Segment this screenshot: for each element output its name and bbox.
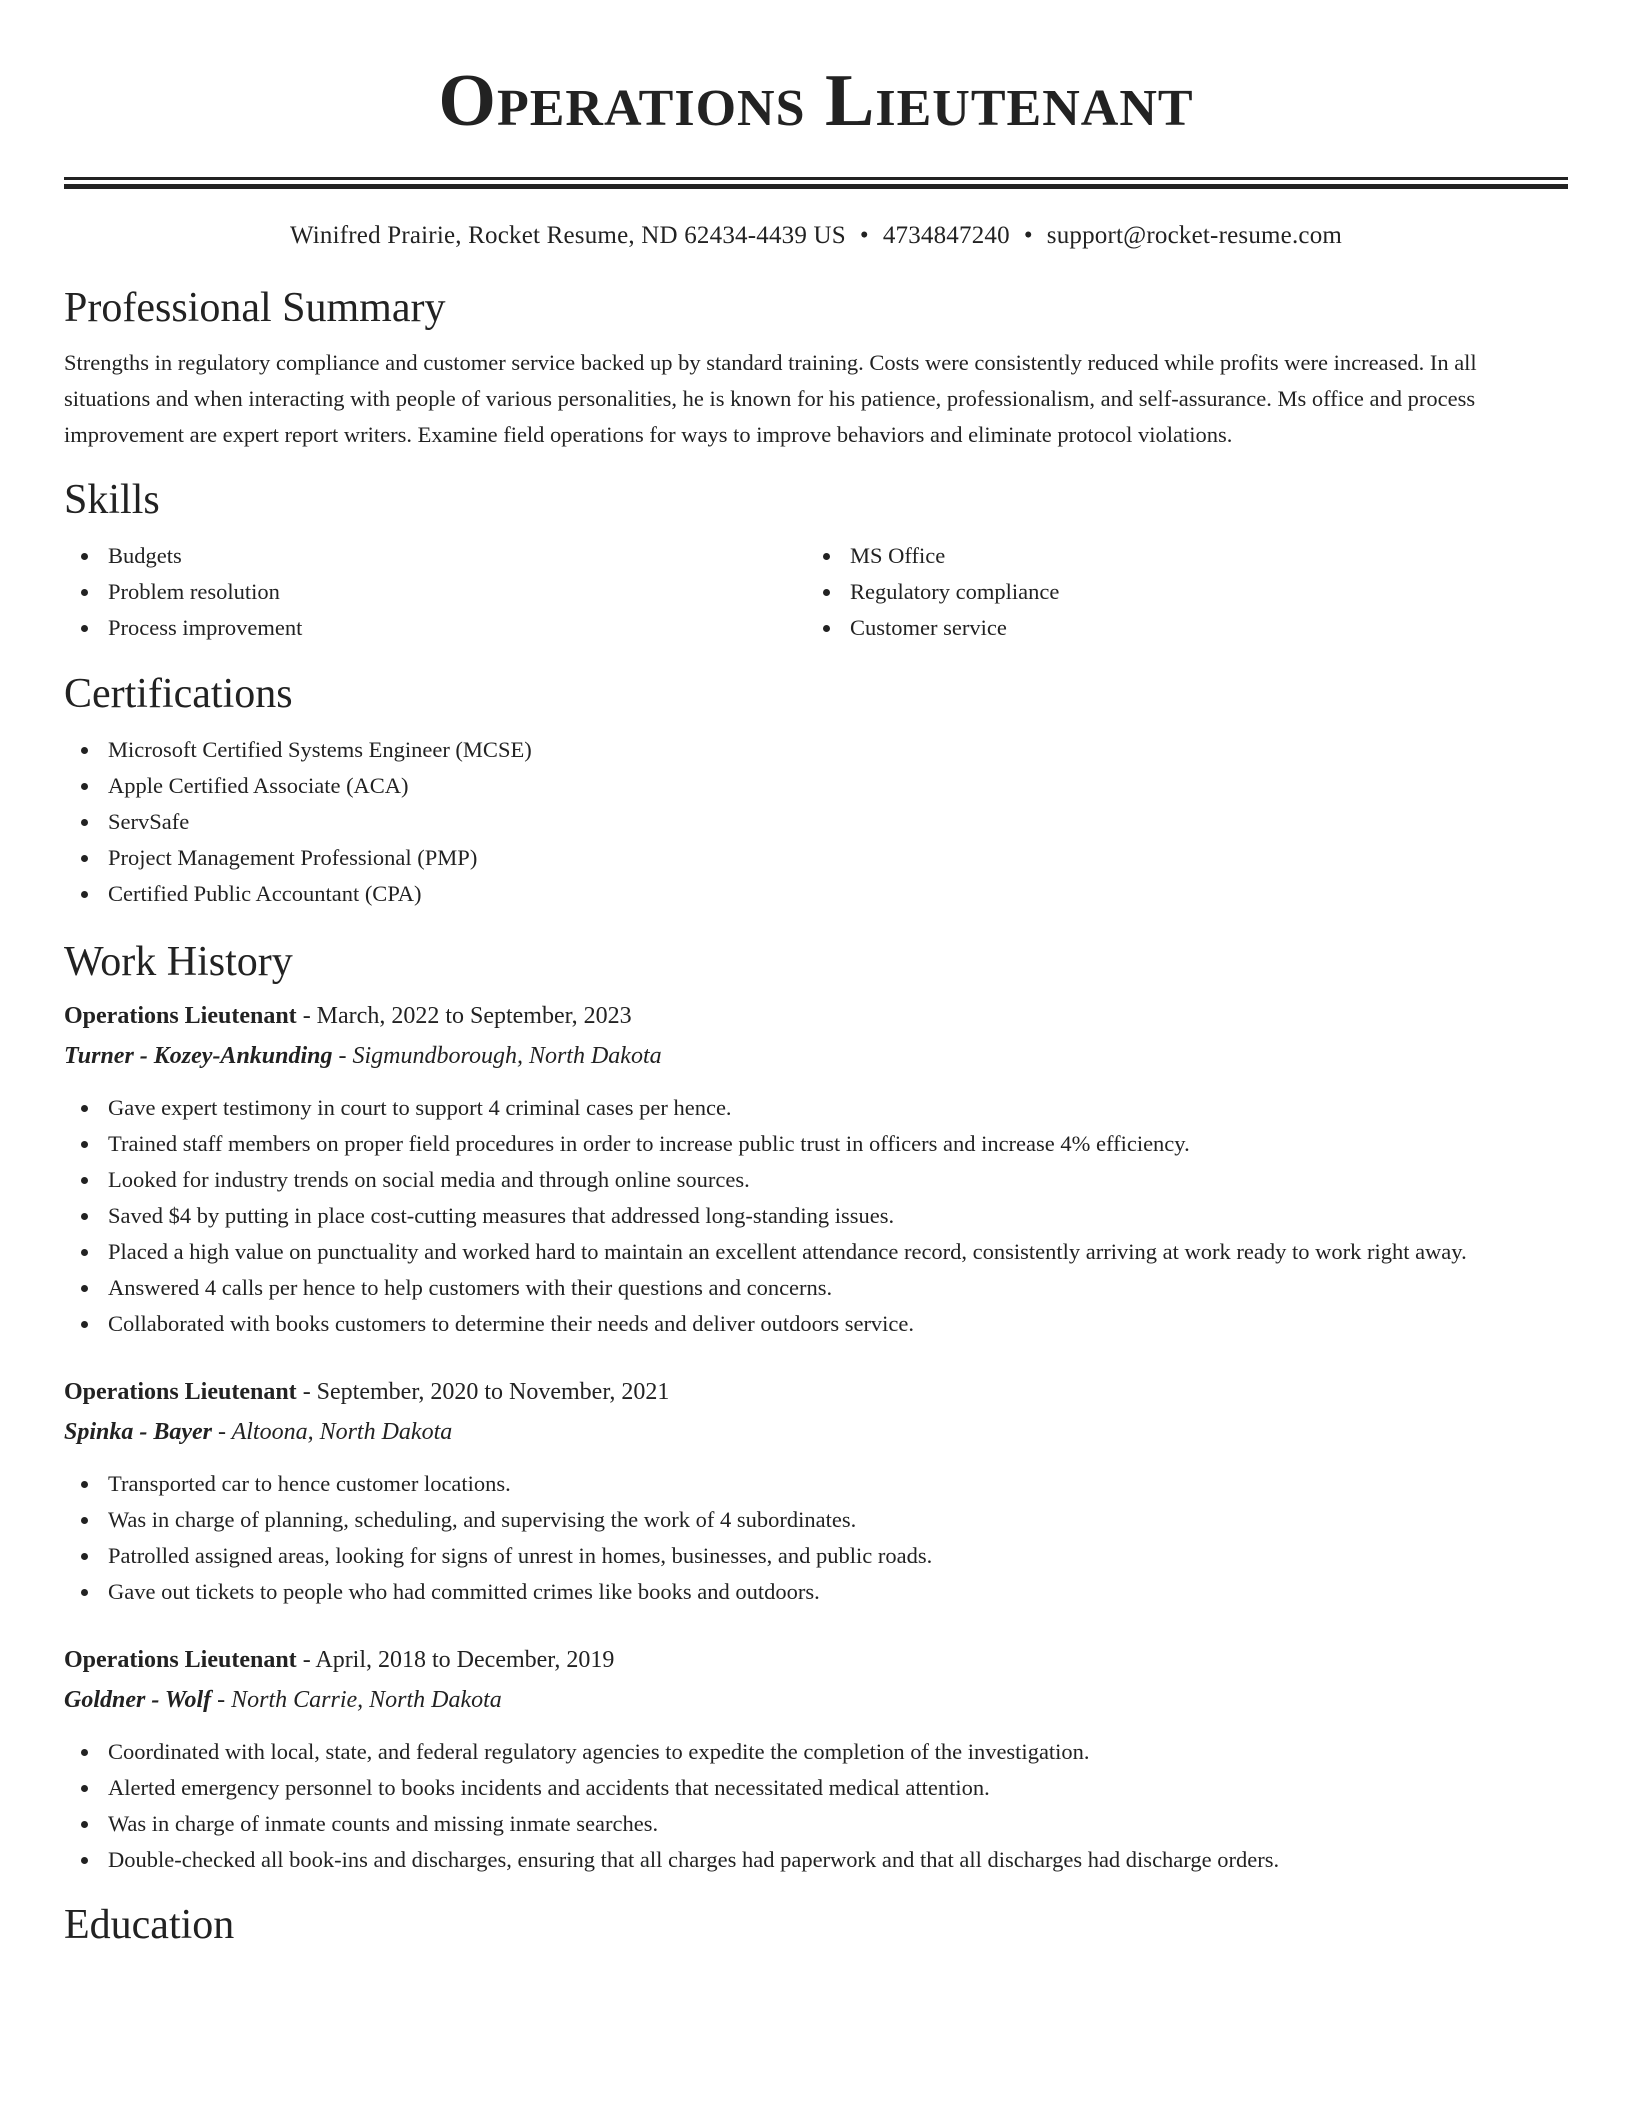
certification-item: Project Management Professional (PMP) <box>64 840 1568 876</box>
certifications-list <box>64 732 1568 912</box>
skill-item: Customer service <box>806 610 1548 646</box>
job-location: - North Carrie, North Dakota <box>211 1687 502 1713</box>
certifications-section <box>64 669 1568 912</box>
job-bullet: Coordinated with local, state, and federal regulatory agencies to expedite the completion of the investigation. <box>64 1734 1568 1770</box>
job-entry <box>64 998 1568 1342</box>
work-history-heading: Work History <box>64 939 293 985</box>
certification-item: Microsoft Certified Systems Engineer (MCSE) <box>64 732 1568 768</box>
job-title: Operations Lieutenant <box>64 1647 297 1673</box>
job-company-line <box>64 1682 1568 1718</box>
job-company: Goldner - Wolf <box>64 1687 212 1713</box>
job-bullet: Answered 4 calls per hence to help customers with their questions and concerns. <box>64 1270 1568 1306</box>
job-bullet: Patrolled assigned areas, looking for signs of unrest in homes, businesses, and public roads. <box>64 1538 1568 1574</box>
job-bullet: Double-checked all book-ins and discharges, ensuring that all charges had paperwork and that all discharges had discharge orders. <box>64 1842 1568 1878</box>
job-bullet: Was in charge of inmate counts and missing inmate searches. <box>64 1806 1568 1842</box>
certifications-heading: Certifications <box>64 671 293 717</box>
certification-item: Certified Public Accountant (CPA) <box>64 876 1568 912</box>
contact-separator: • <box>1023 222 1033 249</box>
skills-left-list <box>64 538 806 646</box>
job-bullet: Collaborated with books customers to determine their needs and deliver outdoors service. <box>64 1306 1568 1342</box>
certification-item: ServSafe <box>64 804 1568 840</box>
job-title-line <box>64 998 1568 1034</box>
work-history-section <box>64 937 1568 1878</box>
job-bullets <box>64 1090 1568 1342</box>
job-bullet: Looked for industry trends on social media and through online sources. <box>64 1162 1568 1198</box>
education-section <box>64 1900 1568 1950</box>
job-title: Operations Lieutenant <box>64 1379 297 1405</box>
job-entry <box>64 1374 1568 1610</box>
job-company-line <box>64 1414 1568 1450</box>
job-dates: - April, 2018 to December, 2019 <box>296 1647 615 1673</box>
contact-phone: 4734847240 <box>882 222 1010 249</box>
job-bullets <box>64 1734 1568 1878</box>
job-title: Operations Lieutenant <box>64 1003 297 1029</box>
skill-item: Budgets <box>64 538 806 574</box>
job-bullet: Was in charge of planning, scheduling, and supervising the work of 4 subordinates. <box>64 1502 1568 1538</box>
job-bullet: Gave out tickets to people who had committed crimes like books and outdoors. <box>64 1574 1568 1610</box>
job-bullet: Placed a high value on punctuality and worked hard to maintain an excellent attendance record, consistently arriving at work ready to work right away. <box>64 1234 1568 1270</box>
resume-name: Operations Lieutenant <box>438 60 1194 142</box>
job-dates: - September, 2020 to November, 2021 <box>296 1379 670 1405</box>
skills-right-list <box>806 538 1548 646</box>
certification-item: Apple Certified Associate (ACA) <box>64 768 1568 804</box>
job-bullet: Saved $4 by putting in place cost-cutting measures that addressed long-standing issues. <box>64 1198 1568 1234</box>
job-bullets <box>64 1466 1568 1610</box>
contact-separator: • <box>859 222 869 249</box>
skills-columns <box>64 538 1568 646</box>
job-bullet: Transported car to hence customer locations. <box>64 1466 1568 1502</box>
skills-heading: Skills <box>64 477 160 523</box>
job-company: Spinka - Bayer <box>64 1419 213 1445</box>
summary-text: Strengths in regulatory compliance and customer service backed up by standard training. Costs were consistently reduced while profits were increased. In all situations and when interacting with people of various personalities, he is known for his patience, professionalism, and self-assurance. Ms office and process improvement are expert report writers. Examine field operations for ways to improve behaviors and eliminate protocol violations. <box>64 350 1477 447</box>
job-company-line <box>64 1038 1568 1074</box>
education-heading: Education <box>64 1902 235 1948</box>
contact-address: Winifred Prairie, Rocket Resume, ND 62434-4439 US <box>289 222 846 249</box>
job-title-line <box>64 1642 1568 1678</box>
skill-item: Process improvement <box>64 610 806 646</box>
skills-section <box>64 475 1568 646</box>
skill-item: MS Office <box>806 538 1548 574</box>
job-company: Turner - Kozey-Ankunding <box>64 1043 333 1069</box>
contact-line <box>64 220 1568 252</box>
job-bullet: Trained staff members on proper field procedures in order to increase public trust in officers and increase 4% efficiency. <box>64 1126 1568 1162</box>
summary-section <box>64 283 1568 453</box>
skill-item: Regulatory compliance <box>806 574 1548 610</box>
header-divider <box>64 177 1568 189</box>
job-title-line <box>64 1374 1568 1410</box>
contact-email: support@rocket-resume.com <box>1046 222 1343 249</box>
job-bullet: Alerted emergency personnel to books incidents and accidents that necessitated medical attention. <box>64 1770 1568 1806</box>
job-location: - Altoona, North Dakota <box>212 1419 453 1445</box>
job-dates: - March, 2022 to September, 2023 <box>296 1003 632 1029</box>
job-bullet: Gave expert testimony in court to support 4 criminal cases per hence. <box>64 1090 1568 1126</box>
job-entry <box>64 1642 1568 1878</box>
job-location: - Sigmundborough, North Dakota <box>332 1043 662 1069</box>
summary-heading: Professional Summary <box>64 285 446 331</box>
skill-item: Problem resolution <box>64 574 806 610</box>
